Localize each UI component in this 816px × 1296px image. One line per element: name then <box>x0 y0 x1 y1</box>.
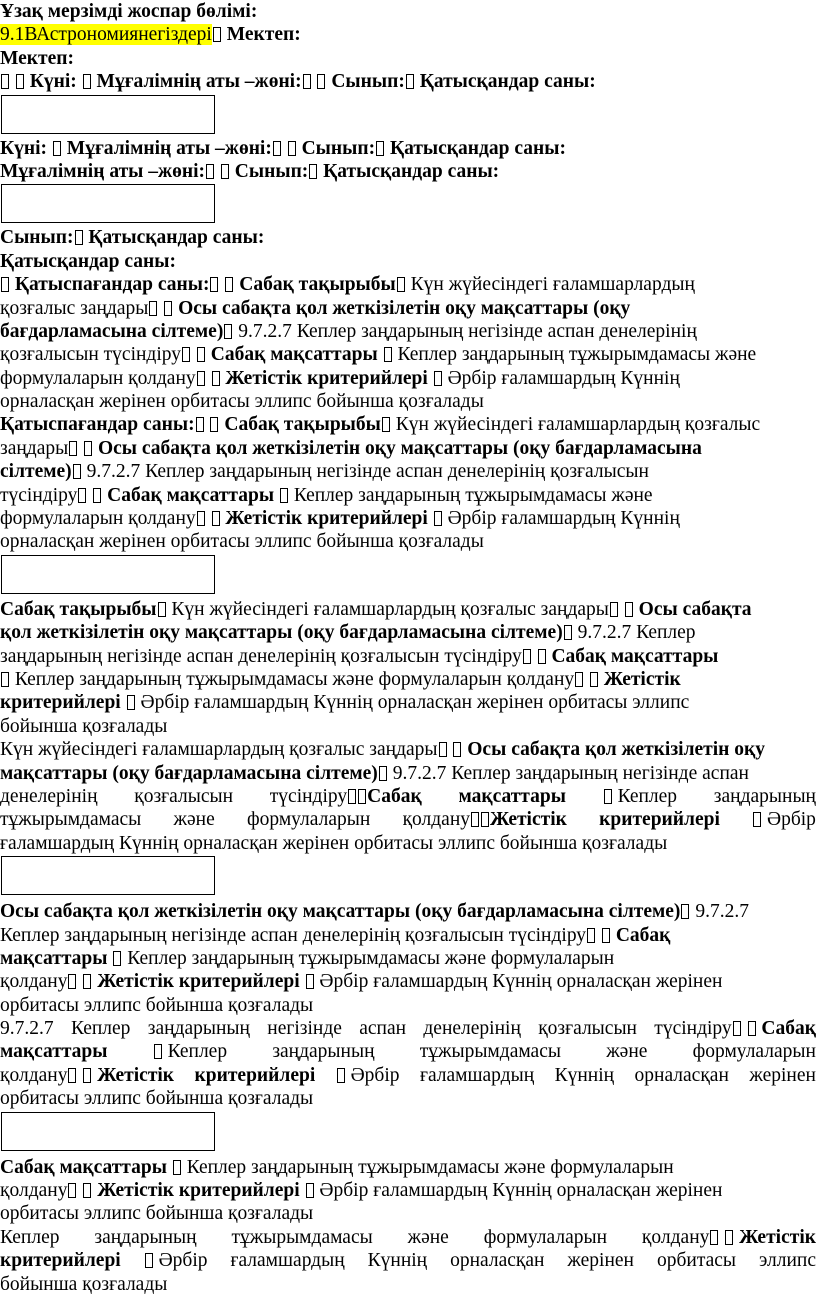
class-label: Сынып: <box>0 227 74 249</box>
justified-line <box>0 1249 816 1272</box>
missing-glyph-icon <box>280 488 288 503</box>
missing-glyph-icon <box>1 277 9 292</box>
text-line <box>0 437 816 460</box>
criterion-value: орналасқан жерінен орбитасы эллипс <box>377 692 690 714</box>
goal-value: қолдану <box>0 1180 68 1202</box>
missing-glyph-icon <box>83 74 91 89</box>
present-line <box>0 250 816 273</box>
text-line <box>0 484 816 507</box>
word: қолдану <box>0 1064 68 1086</box>
missing-glyph-icon <box>197 371 205 386</box>
word: формулаларын <box>246 809 371 831</box>
text-line <box>0 460 816 483</box>
missing-glyph-icon <box>397 277 405 292</box>
missing-glyph-icon <box>575 672 583 687</box>
missing-glyph-icon <box>406 74 414 89</box>
criterion-value: орбитасы эллипс бойынша қозғалады <box>0 1203 314 1225</box>
word-group <box>144 1249 208 1272</box>
word: қозғалысын <box>134 785 234 807</box>
word: түсіндіру <box>654 1018 732 1040</box>
day-teacher-class-line <box>0 70 816 93</box>
word: және <box>606 1041 648 1063</box>
goals-label: мақсаттары <box>0 1041 108 1063</box>
goal-value: Кеплер заңдарының тұжырымдамасы және <box>397 344 757 366</box>
goal-value: Кеплер заңдарының тұжырымдамасы және <box>293 484 653 506</box>
missing-glyph-icon <box>376 141 384 156</box>
word-group <box>642 1226 816 1249</box>
missing-glyph-icon <box>206 164 214 179</box>
criteria-label: Жетістік критерийлері <box>225 508 428 530</box>
criterion-value: ғаламшардың Күннің орналасқан жерінен орбитасы эллипс бойынша қозғалады <box>0 832 668 854</box>
class-label: Сынып: <box>331 71 405 93</box>
absent-label: Қатыспағандар саны: <box>14 274 210 296</box>
missing-glyph-icon <box>434 511 442 526</box>
objective-value: 9.7.2.7 Кеплер заңдарының негізінде аспан <box>392 762 749 784</box>
text-line <box>0 343 816 366</box>
missing-glyph-icon <box>379 766 387 781</box>
objective-value: қозғалысын түсіндіру <box>0 344 182 366</box>
word: және <box>407 1226 449 1248</box>
criterion-value: орбитасы эллипс бойынша қозғалады <box>0 994 314 1016</box>
goals-label: Сабақ мақсаттары <box>551 645 719 667</box>
word: тұжырымдамасы <box>0 809 142 831</box>
criterion-value: Әрбір ғаламшардың Күннің <box>140 692 373 714</box>
word: жерінен <box>749 1064 816 1086</box>
text-line <box>0 1273 816 1296</box>
missing-glyph-icon <box>16 74 24 89</box>
missing-glyph-icon <box>748 1021 756 1036</box>
class-label: Сынып: <box>301 137 376 159</box>
missing-glyph-icon <box>1 672 9 687</box>
word: және <box>173 809 215 831</box>
criteria-label: Жетістік <box>490 809 567 831</box>
missing-glyph-icon <box>69 441 77 456</box>
criteria-label: Жетістік критерийлері <box>225 367 428 389</box>
word-group <box>752 808 816 831</box>
text-line <box>0 970 816 993</box>
day-label: Күні: <box>29 71 77 93</box>
missing-glyph-icon <box>221 164 229 179</box>
objective-value: 9.7.2.7 <box>695 901 749 923</box>
text-line <box>0 947 816 970</box>
objective-value: Кеплер заңдарының негізінде аспан денелерінің қозғалысын түсіндіру <box>0 924 587 946</box>
objectives-label: Осы сабақта қол жеткізілетін оқу <box>467 739 766 761</box>
word: қолдану <box>641 1226 710 1248</box>
word: Кеплер <box>617 785 678 807</box>
word: Кеплер <box>0 1226 60 1248</box>
empty-field-box <box>1 95 215 134</box>
topic-label: Сабақ тақырыбы <box>224 414 381 436</box>
criteria-label: критерийлері <box>194 1064 316 1086</box>
justified-line <box>0 1064 816 1087</box>
missing-glyph-icon <box>306 1183 314 1198</box>
missing-glyph-icon <box>93 488 101 503</box>
goal-value: Кеплер заңдарының тұжырымдамасы және формулаларын <box>127 947 615 969</box>
objective-value: 9.7.2.7 Кеплер заңдарының негізінде аспан денелерінің қозғалысын <box>86 461 649 483</box>
missing-glyph-icon <box>471 812 479 827</box>
missing-glyph-icon <box>710 1230 718 1245</box>
word: 9.7.2.7 <box>0 1018 54 1040</box>
text-line <box>0 320 816 343</box>
missing-glyph-icon <box>83 1183 91 1198</box>
word: аспан <box>359 1018 407 1040</box>
criteria-label: критерийлері <box>599 809 720 831</box>
day-label: Күні: <box>0 137 48 159</box>
word: заңдарының <box>147 1018 250 1040</box>
missing-glyph-icon <box>75 230 83 245</box>
missing-glyph-icon <box>197 347 205 362</box>
plan-section-value: 9.1ВАстрономиянегіздері <box>0 24 212 46</box>
word-group <box>153 1040 227 1063</box>
word: Әрбір <box>767 809 816 831</box>
missing-glyph-icon <box>173 1160 181 1175</box>
word: ғаламшардың <box>230 1250 345 1272</box>
missing-glyph-icon <box>288 141 296 156</box>
missing-glyph-icon <box>306 974 314 989</box>
word: қозғалысын <box>538 1018 637 1040</box>
present-label: Қатысқандар саны: <box>88 227 265 249</box>
missing-glyph-icon <box>610 602 618 617</box>
goal-value: Кеплер заңдарының тұжырымдамасы және формулаларын <box>186 1156 674 1178</box>
word: заңдарының <box>94 1226 197 1248</box>
missing-glyph-icon <box>127 695 135 710</box>
topic-value: Күн жүйесіндегі ғаламшарлардың <box>410 274 695 296</box>
criteria-label: Жетістік критерийлері <box>97 1180 300 1202</box>
teacher-label: Мұғалімнің аты –жөні: <box>96 71 302 93</box>
day-teacher-line <box>0 137 816 160</box>
missing-glyph-icon <box>149 301 157 316</box>
topic-label: Сабақ тақырыбы <box>0 598 157 620</box>
goals-label: Сабақ <box>615 924 671 946</box>
missing-glyph-icon <box>158 602 166 617</box>
missing-glyph-icon <box>439 742 447 757</box>
word: Әрбір <box>350 1064 400 1086</box>
criteria-label: Жетістік <box>739 1226 816 1248</box>
goal-value: Кеплер заңдарының тұжырымдамасы және формулаларын қолдану <box>14 668 575 690</box>
text-line <box>0 645 816 668</box>
criteria-label: критерийлері <box>0 1250 121 1272</box>
objectives-label: Осы сабақта <box>638 598 752 620</box>
text-line <box>0 762 816 785</box>
word: эллипс <box>758 1250 816 1272</box>
text-line <box>0 413 816 436</box>
school-label: Мектеп: <box>0 47 75 69</box>
teacher-label: Мұғалімнің аты –жөні: <box>0 160 206 182</box>
text-line <box>0 1087 816 1110</box>
justified-line <box>0 785 816 808</box>
plan-value-line <box>0 23 816 46</box>
text-line <box>0 691 816 714</box>
missing-glyph-icon <box>113 951 121 966</box>
topic-value: заңдары <box>0 437 69 459</box>
text-line <box>0 530 816 553</box>
word: ғаламшардың <box>419 1064 535 1086</box>
text-line <box>0 507 816 530</box>
missing-glyph-icon <box>337 1068 345 1083</box>
missing-glyph-icon <box>434 371 442 386</box>
justified-line <box>0 1040 816 1063</box>
missing-glyph-icon <box>384 347 392 362</box>
word: Кеплер <box>70 1018 131 1040</box>
topic-value: Күн жүйесіндегі ғаламшарлардың қозғалыс заңдары <box>171 598 609 620</box>
goals-label: мақсаттары <box>458 785 566 807</box>
topic-value: Күн жүйесіндегі ғаламшарлардың қозғалыс <box>395 414 761 436</box>
word: заңдарының <box>713 785 816 807</box>
missing-glyph-icon <box>224 324 232 339</box>
text-line <box>0 598 816 621</box>
goals-label: Сабақ мақсаттары <box>210 344 378 366</box>
criteria-label: критерийлері <box>0 692 121 714</box>
criterion-value: орналасқан жерінен <box>556 971 723 993</box>
empty-field-box <box>1 555 215 594</box>
text-line <box>0 1156 816 1179</box>
text-line <box>0 621 816 644</box>
criterion-value: Әрбір ғаламшардың Күннің <box>319 971 552 993</box>
missing-glyph-icon <box>625 602 633 617</box>
goals-label: Сабақ <box>761 1018 816 1040</box>
text-line <box>0 367 816 390</box>
objectives-label: бағдарламасына сілтеме) <box>0 320 224 342</box>
missing-glyph-icon <box>154 1044 162 1059</box>
empty-field-box <box>1 856 215 895</box>
missing-glyph-icon <box>587 928 595 943</box>
missing-glyph-icon <box>358 789 366 804</box>
word: жерінен <box>567 1250 634 1272</box>
present-label: Қатысқандар саны: <box>419 71 596 93</box>
word: орналасқан <box>634 1064 729 1086</box>
word: түсіндіру <box>269 785 348 807</box>
present-label: Қатысқандар саны: <box>389 137 566 159</box>
goals-label: Сабақ <box>367 785 422 807</box>
missing-glyph-icon <box>564 625 572 640</box>
goal-value: формулаларын қолдану <box>0 367 196 389</box>
criterion-value: орналасқан жерінен орбитасы эллипс бойынша қозғалады <box>0 391 484 413</box>
goals-label: Сабақ мақсаттары <box>107 484 275 506</box>
school-label: Мектеп: <box>226 24 301 46</box>
word: заңдарының <box>272 1041 375 1063</box>
missing-glyph-icon <box>303 74 311 89</box>
missing-glyph-icon <box>523 649 531 664</box>
missing-glyph-icon <box>212 371 220 386</box>
criterion-value: Әрбір ғаламшардың Күннің <box>447 367 680 389</box>
word-group <box>0 1064 174 1087</box>
missing-glyph-icon <box>453 742 461 757</box>
empty-field-box <box>1 184 215 223</box>
word-group <box>270 785 422 808</box>
objectives-label: қол жеткізілетін оқу мақсаттары (оқу бағдарламасына сілтеме) <box>0 622 563 644</box>
text-line <box>0 715 816 738</box>
missing-glyph-icon <box>1 74 9 89</box>
missing-glyph-icon <box>681 904 689 919</box>
text-line <box>0 1202 816 1225</box>
missing-glyph-icon <box>317 74 325 89</box>
missing-glyph-icon <box>68 1068 76 1083</box>
text-line <box>0 924 816 947</box>
present-label: Қатысқандар саны: <box>0 250 176 272</box>
word: денелерінің <box>0 785 98 807</box>
text-line <box>0 390 816 413</box>
criterion-value: Әрбір ғаламшардың Күннің <box>447 508 680 530</box>
missing-glyph-icon <box>348 789 356 804</box>
justified-line <box>0 1226 816 1249</box>
goals-label: Сабақ мақсаттары <box>0 1156 167 1178</box>
plan-section-line <box>0 0 816 23</box>
text-line <box>0 273 816 296</box>
missing-glyph-icon <box>182 347 190 362</box>
criterion-value: орналасқан жерінен <box>556 1180 723 1202</box>
topic-label: Сабақ тақырыбы <box>239 274 396 296</box>
text-line <box>0 668 816 691</box>
teacher-class-line <box>0 160 816 183</box>
justified-line <box>0 1017 816 1040</box>
goal-value: қолдану <box>0 971 68 993</box>
class-label: Сынып: <box>234 160 309 182</box>
missing-glyph-icon <box>78 488 86 503</box>
present-label: Қатысқандар саны: <box>323 160 500 182</box>
missing-glyph-icon <box>83 1068 91 1083</box>
missing-glyph-icon <box>53 141 61 156</box>
missing-glyph-icon <box>210 277 218 292</box>
word: орбитасы <box>656 1250 736 1272</box>
word-group <box>336 1064 400 1087</box>
missing-glyph-icon <box>590 672 598 687</box>
missing-glyph-icon <box>83 974 91 989</box>
text-line <box>0 738 816 761</box>
objective-value: түсіндіру <box>0 484 78 506</box>
class-present-line <box>0 226 816 249</box>
missing-glyph-icon <box>225 277 233 292</box>
missing-glyph-icon <box>196 417 204 432</box>
word: Күннің <box>367 1250 428 1272</box>
text-line <box>0 1179 816 1202</box>
word: орналасқан <box>450 1250 545 1272</box>
missing-glyph-icon <box>210 417 218 432</box>
missing-glyph-icon <box>68 1183 76 1198</box>
word: формулаларын <box>483 1226 608 1248</box>
objective-value: 9.7.2.7 Кеплер <box>577 622 696 644</box>
criterion-value: орбитасы эллипс бойынша қозғалады <box>0 1088 314 1110</box>
word: тұжырымдамасы <box>419 1041 561 1063</box>
criteria-label: Жетістік <box>603 668 681 690</box>
school-line <box>0 47 816 70</box>
objectives-label: Осы сабақта қол жеткізілетін оқу мақсаттары (оқу бағдарламасына сілтеме) <box>0 901 681 923</box>
criterion-value: Әрбір ғаламшардың Күннің <box>319 1180 552 1202</box>
missing-glyph-icon <box>145 1253 153 1268</box>
empty-field-box <box>1 1112 215 1151</box>
topic-value: Күн жүйесіндегі ғаламшарлардың қозғалыс заңдары <box>0 739 438 761</box>
missing-glyph-icon <box>725 1230 733 1245</box>
missing-glyph-icon <box>481 812 489 827</box>
missing-glyph-icon <box>604 789 612 804</box>
criterion-value: орналасқан жерінен орбитасы эллипс бойынша қозғалады <box>0 531 484 553</box>
topic-value: қозғалыс заңдары <box>0 297 149 319</box>
plan-section-label: Ұзақ мерзімді жоспар бөлімі: <box>0 1 258 22</box>
objective-value: 9.7.2.7 Кеплер заңдарының негізінде аспан денелерінің <box>238 320 697 342</box>
missing-glyph-icon <box>197 511 205 526</box>
justified-line <box>0 808 816 831</box>
word: денелерінің <box>423 1018 521 1040</box>
missing-glyph-icon <box>84 441 92 456</box>
objectives-label: сілтеме) <box>0 461 72 483</box>
objective-value: заңдарының негізінде аспан денелерінің қозғалысын түсіндіру <box>0 645 522 667</box>
teacher-label: Мұғалімнің аты –жөні: <box>66 137 272 159</box>
word: Әрбір <box>158 1250 208 1272</box>
missing-glyph-icon <box>164 301 172 316</box>
missing-glyph-icon <box>538 649 546 664</box>
text-line <box>0 297 816 320</box>
word-group <box>403 808 567 831</box>
criterion-value: бойынша қозғалады <box>0 715 168 737</box>
missing-glyph-icon <box>309 164 317 179</box>
missing-glyph-icon <box>733 1021 741 1036</box>
missing-glyph-icon <box>602 928 610 943</box>
criteria-label: Жетістік критерийлері <box>97 971 300 993</box>
word: формулаларын <box>692 1041 816 1063</box>
objectives-label: Осы сабақта қол жеткізілетін оқу мақсаттары (оқу бағдарламасына <box>97 437 702 459</box>
word: Кеплер <box>167 1041 228 1063</box>
objectives-label: мақсаттары (оқу бағдарламасына сілтеме) <box>0 762 378 784</box>
word-group <box>603 785 677 808</box>
missing-glyph-icon <box>382 417 390 432</box>
text-line <box>0 832 816 855</box>
missing-glyph-icon <box>273 141 281 156</box>
word: Күннің <box>554 1064 615 1086</box>
word: қолдану <box>402 809 471 831</box>
absent-label: Қатыспағандар саны: <box>0 414 195 436</box>
missing-glyph-icon <box>212 511 220 526</box>
missing-glyph-icon <box>73 464 81 479</box>
goals-label: мақсаттары <box>0 947 108 969</box>
objectives-label: Осы сабақта қол жеткізілетін оқу мақсаттары (оқу <box>178 297 631 319</box>
text-line <box>0 994 816 1017</box>
text-line <box>0 900 816 923</box>
word-group <box>654 1017 816 1040</box>
missing-glyph-icon <box>68 974 76 989</box>
missing-glyph-icon <box>753 812 761 827</box>
missing-glyph-icon <box>213 27 221 42</box>
word: негізінде <box>267 1018 342 1040</box>
word: тұжырымдамасы <box>231 1226 373 1248</box>
goal-value: формулаларын қолдану <box>0 508 196 530</box>
criteria-label: Жетістік <box>97 1064 175 1086</box>
criterion-value: бойынша қозғалады <box>0 1273 168 1295</box>
